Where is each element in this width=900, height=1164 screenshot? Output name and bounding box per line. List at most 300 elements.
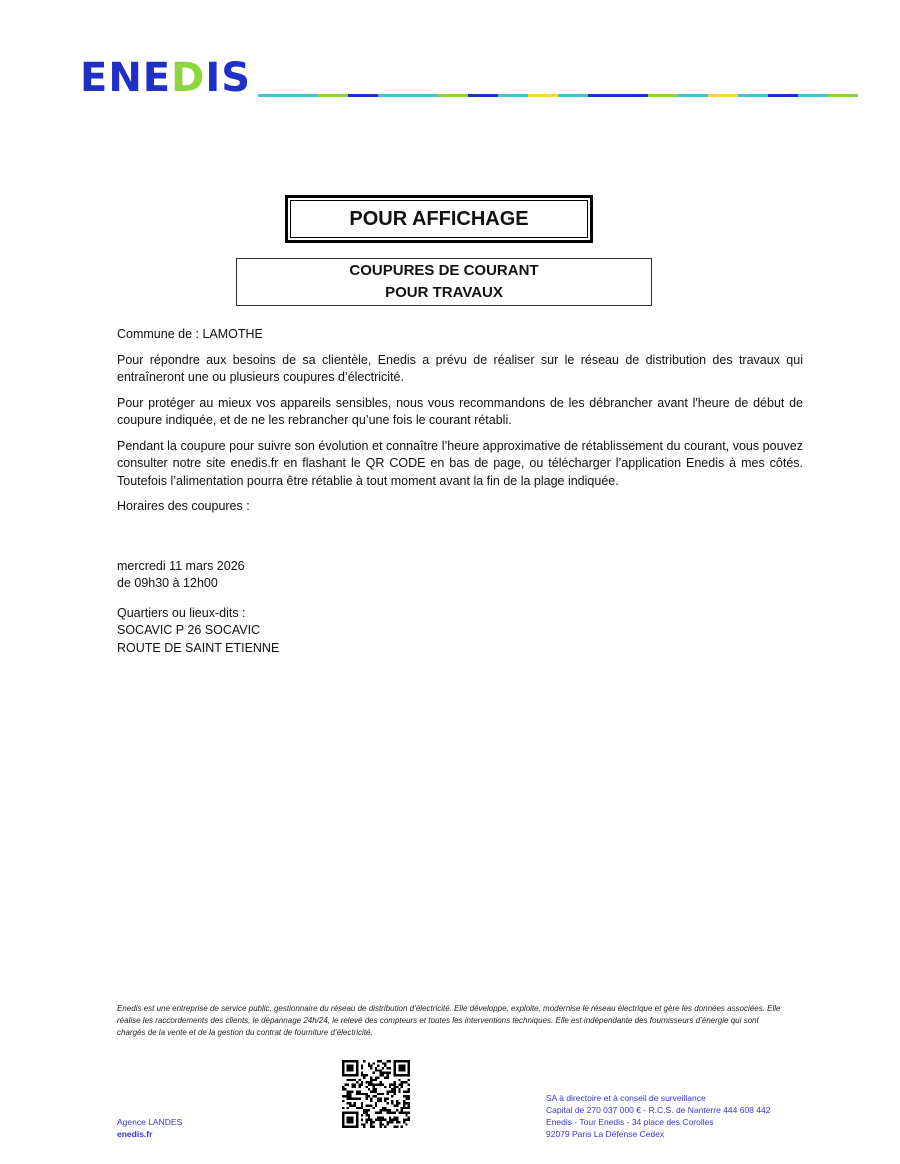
qr-module [382,1119,384,1121]
qr-module [349,1098,351,1100]
qr-module [377,1116,379,1118]
qr-module [394,1119,396,1121]
qr-module [398,1121,400,1123]
qr-module [370,1105,372,1107]
qr-module [398,1102,400,1104]
qr-module [387,1093,389,1095]
qr-module [372,1126,374,1128]
qr-module [380,1100,382,1102]
qr-module [394,1105,396,1107]
qr-module [351,1098,353,1100]
qr-module [375,1076,377,1078]
qr-module [368,1065,370,1067]
header-rule-segment [828,94,858,97]
qr-module [408,1095,410,1097]
header-rule-segment [648,94,678,97]
qr-module [398,1065,405,1072]
qr-module [396,1100,398,1102]
qr-module [405,1107,407,1109]
qr-module [377,1119,379,1121]
header-rule-segment [738,94,768,97]
qr-module [401,1107,403,1109]
qr-module [370,1098,372,1100]
header-rule-segment [498,94,528,97]
qr-module [368,1095,370,1097]
qr-module [356,1107,358,1109]
qr-module [387,1098,389,1100]
qr-module [342,1100,344,1102]
qr-module [382,1093,384,1095]
qr-module [351,1086,353,1088]
notice-subtitle-line2: POUR TRAVAUX [385,284,503,301]
notice-subtitle-line1: COUPURES DE COURANT [349,262,539,279]
qr-module [347,1102,349,1104]
qr-module [363,1112,365,1114]
qr-module [394,1090,396,1092]
header-rule [258,94,858,97]
legal-line: 92079 Paris La Défense Cedex [546,1129,665,1139]
qr-module [401,1086,403,1088]
logo-part1: ENE [80,55,172,101]
qr-module [361,1081,363,1083]
qr-module [372,1095,374,1097]
qr-module [363,1109,365,1111]
qr-module [387,1123,389,1125]
qr-module [387,1072,389,1074]
qr-module [401,1109,403,1111]
legal-line: SA à directoire et à conseil de surveillance [546,1093,706,1103]
qr-module [408,1112,410,1114]
qr-module [396,1086,398,1088]
qr-module [377,1093,379,1095]
qr-module [380,1112,382,1114]
qr-module [408,1090,410,1092]
qr-module [342,1107,344,1109]
qr-module [377,1100,379,1102]
qr-module [370,1065,372,1067]
qr-module [365,1086,367,1088]
qr-module [377,1076,379,1078]
qr-module [391,1102,393,1104]
qr-module [368,1109,370,1111]
qr-module [375,1088,377,1090]
qr-module [358,1083,360,1085]
qr-module [389,1072,391,1074]
qr-module [361,1107,363,1109]
legal-line: Capital de 270 037 000 € - R.C.S. de Nanterre 444 608 442 [546,1105,771,1115]
qr-module [408,1105,410,1107]
qr-module [347,1090,349,1092]
qr-module [356,1093,358,1095]
qr-module [370,1123,372,1125]
qr-module [387,1112,389,1114]
qr-module [384,1119,386,1121]
qr-module [375,1083,377,1085]
legal-line: Enedis - Tour Enedis - 34 place des Corolles [546,1117,714,1127]
qr-module [384,1062,386,1064]
qr-module [356,1081,358,1083]
qr-module [370,1126,372,1128]
qr-module [354,1098,356,1100]
quartiers-label: Quartiers ou lieux-dits : [117,605,246,620]
qr-module [396,1126,398,1128]
qr-module [363,1126,365,1128]
header-rule-segment [408,94,438,97]
qr-module [394,1112,396,1114]
qr-module [375,1105,377,1107]
qr-module [347,1107,349,1109]
header-rule-segment [378,94,408,97]
qr-module [349,1093,351,1095]
coupures-title-box [236,258,652,306]
qr-module [361,1067,363,1069]
qr-module [391,1119,393,1121]
qr-module [408,1119,410,1121]
qr-module [384,1100,386,1102]
qr-module [372,1086,374,1088]
qr-module [403,1090,405,1092]
qr-module [372,1079,374,1081]
qr-module [382,1109,384,1111]
qr-module [389,1086,391,1088]
qr-module [375,1119,377,1121]
qr-module [347,1093,349,1095]
qr-module [372,1072,374,1074]
qr-module [365,1112,367,1114]
qr-module [394,1081,396,1083]
qr-module [354,1086,356,1088]
horaires-label: Horaires des coupures : [117,499,250,513]
paragraph-appareils: Pour protéger au mieux vos appareils sensibles, nous vous recommandons de les débrancher avant l'heure de début de coupure indiquée, et de ne les rebrancher qu’une fois le courant rétabli. [117,395,803,427]
qr-module [403,1100,405,1102]
qr-module [384,1076,386,1078]
location-item: SOCAVIC P 26 SOCAVIC [117,623,261,637]
notice-body [117,326,803,657]
qr-module [365,1105,367,1107]
qr-module [377,1112,379,1114]
qr-module [368,1062,370,1064]
qr-module [372,1121,374,1123]
qr-module [349,1105,351,1107]
qr-module [405,1112,407,1114]
qr-module [370,1090,372,1092]
qr-module [375,1102,377,1104]
paragraph-travaux: Pour répondre aux besoins de sa clientèle, Enedis a prévu de réaliser sur le réseau de distribution des travaux qui entraîneront une ou plusieurs coupures d’électricité. [117,352,803,384]
qr-module [382,1072,384,1074]
qr-module [394,1093,396,1095]
qr-module [405,1102,407,1104]
qr-module [370,1083,372,1085]
qr-module [358,1079,360,1081]
qr-module [394,1126,396,1128]
qr-module [344,1095,346,1097]
qr-module [398,1112,400,1114]
header-rule-segment [768,94,798,97]
qr-module [405,1114,407,1116]
qr-module [365,1095,367,1097]
qr-module [365,1121,367,1123]
header-rule-segment [588,94,618,97]
qr-module [394,1086,396,1088]
qr-module [365,1109,367,1111]
notice-title: POUR AFFICHAGE [290,200,588,238]
header-rule-segment [318,94,348,97]
qr-module [408,1079,410,1081]
qr-module [375,1095,377,1097]
outage-time-range: de 09h30 à 12h00 [117,576,218,590]
location-item: ROUTE DE SAINT ETIENNE [117,640,280,655]
qr-module [347,1065,354,1072]
qr-module [368,1105,370,1107]
pour-affichage-box [285,195,593,243]
qr-module [408,1116,410,1118]
qr-module [342,1088,344,1090]
qr-module [370,1100,372,1102]
qr-module [368,1088,370,1090]
qr-module [380,1098,382,1100]
qr-module [384,1107,386,1109]
qr-module [380,1072,382,1074]
qr-module [391,1121,393,1123]
qr-module [358,1098,360,1100]
qr-module [396,1121,398,1123]
header-rule-segment [708,94,738,97]
qr-module [347,1116,354,1123]
qr-module [405,1123,407,1125]
qr-module [342,1086,344,1088]
qr-module [408,1098,410,1100]
website-link[interactable]: enedis.fr [117,1129,153,1139]
qr-module [398,1090,400,1092]
qr-module [372,1107,374,1109]
qr-module [351,1079,353,1081]
qr-module [405,1090,407,1092]
qr-module [408,1088,410,1090]
qr-module [389,1083,391,1085]
qr-module [365,1081,367,1083]
qr-module [354,1083,356,1085]
qr-module [408,1107,410,1109]
qr-module [391,1112,393,1114]
qr-module [365,1114,367,1116]
agency-name: Agence LANDES [117,1117,183,1127]
commune-line: Commune de : LAMOTHE [117,327,263,341]
qr-module [361,1093,363,1095]
qr-module [370,1121,372,1123]
qr-module [372,1088,374,1090]
qr-module [347,1098,349,1100]
header-rule-segment [558,94,588,97]
qr-module [394,1083,396,1085]
qr-module [405,1098,407,1100]
qr-module [358,1086,360,1088]
qr-module [380,1109,382,1111]
qr-module [368,1114,370,1116]
enedis-logo [80,55,252,101]
legal-block [546,1092,770,1140]
qr-module [396,1109,398,1111]
qr-module [384,1086,386,1088]
qr-module [389,1060,391,1062]
qr-module [363,1076,365,1078]
qr-module [372,1090,374,1092]
qr-module [408,1102,410,1104]
qr-module [380,1121,382,1123]
qr-module [403,1112,405,1114]
qr-module [391,1083,393,1085]
qr-module [354,1079,356,1081]
qr-module [370,1079,372,1081]
qr-module [387,1060,389,1062]
logo-accent-letter: D [171,55,206,101]
qr-module [391,1095,393,1097]
qr-module [361,1105,363,1107]
qr-module [368,1119,370,1121]
qr-module [387,1109,389,1111]
qr-module [380,1119,382,1121]
qr-module [361,1074,363,1076]
qr-module [380,1069,382,1071]
qr-module [354,1102,356,1104]
qr-module [405,1081,407,1083]
qr-module [380,1123,382,1125]
qr-module [361,1102,363,1104]
qr-module [372,1083,374,1085]
qr-module [389,1121,391,1123]
logo-part2: IS [205,55,252,101]
qr-module [403,1095,405,1097]
qr-module [370,1081,372,1083]
qr-module [351,1083,353,1085]
qr-code[interactable] [342,1060,410,1128]
header-rule-segment [438,94,468,97]
header-rule-segment [678,94,708,97]
qr-module [403,1105,405,1107]
qr-module [358,1107,360,1109]
qr-module [396,1116,398,1118]
qr-module [382,1123,384,1125]
qr-module [403,1119,405,1121]
qr-module [358,1090,360,1092]
header-rule-segment [348,94,378,97]
header-rule-segment [528,94,558,97]
qr-module [375,1079,377,1081]
company-description: Enedis est une entreprise de service public, gestionnaire du réseau de distribution d’électricité. Elle développe, exploite, modernise le réseau électrique et gère les données associées. Elle réalise les raccordements des clients, le dépannage 24h/24, le relevé des compteurs et toutes les interventions techniques. Elle est indépendante des fournisseurs d’énergie qui sont chargés de la vente et de la gestion du contrat de fourniture d’électricité. [117,1004,781,1037]
qr-module [344,1083,346,1085]
qr-module [349,1079,351,1081]
qr-module [377,1069,379,1071]
qr-module [363,1060,365,1062]
qr-module [344,1088,346,1090]
qr-module [354,1105,356,1107]
qr-module [394,1116,396,1118]
qr-module [370,1119,372,1121]
qr-module [387,1067,389,1069]
qr-module [380,1083,382,1085]
qr-module [405,1119,407,1121]
qr-module [387,1102,389,1104]
qr-module [382,1107,384,1109]
qr-module [389,1112,391,1114]
qr-module [380,1116,382,1118]
qr-module [387,1074,389,1076]
qr-module [398,1088,400,1090]
qr-module [384,1072,386,1074]
qr-module [361,1123,363,1125]
qr-module [375,1069,377,1071]
qr-module [391,1100,393,1102]
qr-module [384,1126,386,1128]
qr-module [391,1090,393,1092]
qr-module [349,1090,351,1092]
qr-module [380,1060,382,1062]
paragraph-suivi: Pendant la coupure pour suivre son évolution et connaître l’heure approximative de rétablissement du courant, vous pouvez consulter notre site enedis.fr en flashant le QR CODE en bas de page, ou télécharger l’application Enedis à mes côtés. Toutefois l’alimentation pourra être rétablie à tout moment avant la fin de la plage indiquée. [117,438,803,488]
qr-module [384,1109,386,1111]
qr-module [363,1074,365,1076]
qr-module [408,1083,410,1085]
qr-module [370,1067,372,1069]
qr-module [361,1072,363,1074]
qr-module [375,1112,377,1114]
qr-module [382,1067,384,1069]
qr-module [377,1098,379,1100]
qr-module [391,1088,393,1090]
qr-module [403,1107,405,1109]
qr-module [396,1105,398,1107]
qr-module [356,1090,358,1092]
qr-module [398,1079,400,1081]
qr-module [368,1116,370,1118]
qr-module [405,1095,407,1097]
qr-module [363,1123,365,1125]
qr-module [389,1067,391,1069]
qr-module [365,1119,367,1121]
qr-module [377,1083,379,1085]
header-rule-segment [618,94,648,97]
qr-module [401,1081,403,1083]
outage-date: mercredi 11 mars 2026 [117,558,245,573]
qr-module [375,1090,377,1092]
qr-module [389,1109,391,1111]
qr-module [389,1116,391,1118]
qr-module [382,1062,384,1064]
qr-module [387,1121,389,1123]
qr-module [403,1102,405,1104]
qr-module [365,1074,367,1076]
qr-module [387,1076,389,1078]
header-rule-segment [258,94,288,97]
qr-module [382,1074,384,1076]
qr-module [382,1083,384,1085]
qr-module [342,1095,344,1097]
qr-module [368,1083,370,1085]
qr-module [368,1081,370,1083]
qr-module [387,1090,389,1092]
qr-module [347,1083,349,1085]
qr-module [347,1079,349,1081]
qr-module [361,1119,363,1121]
qr-module [375,1067,377,1069]
qr-module [401,1112,403,1114]
qr-module [361,1114,363,1116]
qr-module [403,1081,405,1083]
qr-module [382,1116,384,1118]
qr-module [372,1062,374,1064]
qr-module [358,1093,360,1095]
qr-module [380,1126,382,1128]
qr-module [377,1065,379,1067]
header-rule-segment [468,94,498,97]
